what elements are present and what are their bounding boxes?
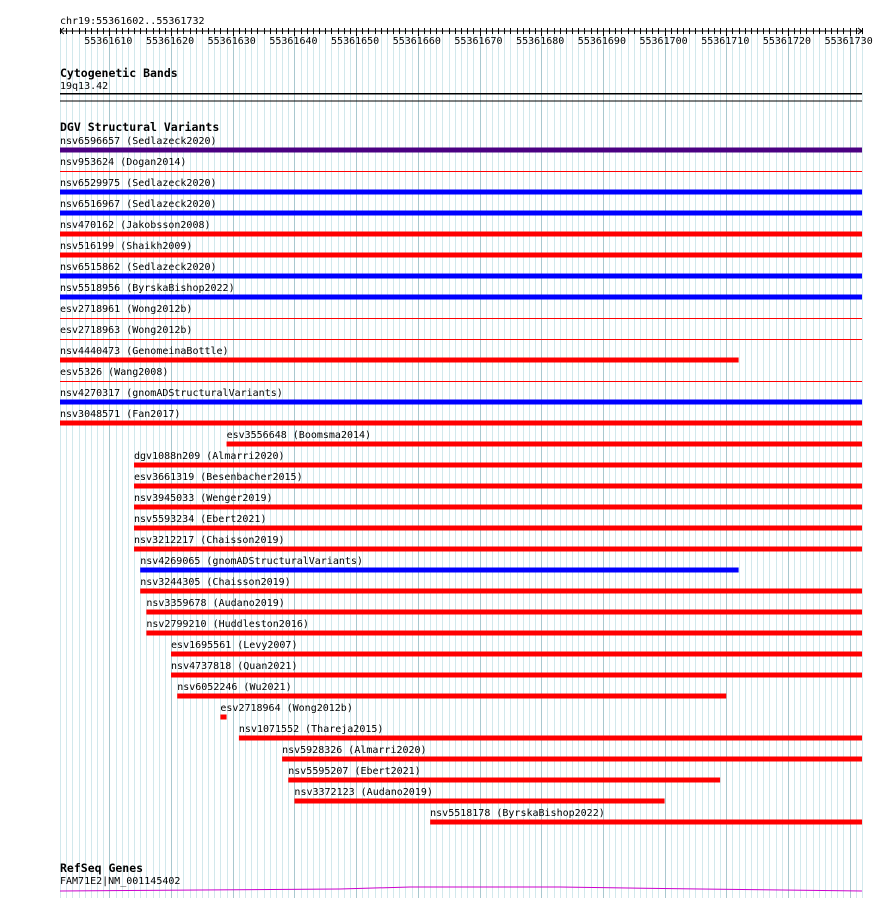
dgv-variant-bar[interactable] <box>239 736 862 741</box>
ruler-tick-label: 55361710 <box>701 36 750 47</box>
ruler-tick-label: 55361670 <box>454 36 503 47</box>
dgv-variant-bar[interactable] <box>134 484 862 489</box>
dgv-variant-bar[interactable] <box>146 610 862 615</box>
dgv-variant-label[interactable]: nsv516199 (Shaikh2009) <box>60 241 193 252</box>
dgv-variant[interactable] <box>140 556 738 573</box>
dgv-variant-bar[interactable] <box>220 715 226 720</box>
dgv-variant-bar[interactable] <box>134 547 862 552</box>
ruler-tick-label: 55361630 <box>207 36 256 47</box>
dgv-variant-label[interactable]: nsv3212217 (Chaisson2019) <box>134 535 285 546</box>
dgv-variant-label[interactable]: nsv6596657 (Sedlazeck2020) <box>60 136 217 147</box>
dgv-variant-label[interactable]: esv3556648 (Boomsma2014) <box>226 430 372 441</box>
dgv-variant-bar[interactable] <box>60 211 862 216</box>
dgv-variant-label[interactable]: esv3661319 (Besenbacher2015) <box>134 472 303 483</box>
cytoband-track-title[interactable]: Cytogenetic Bands <box>60 66 178 80</box>
dgv-variant-label[interactable]: nsv1071552 (Thareja2015) <box>238 724 384 735</box>
ruler-range-label: chr19:55361602..55361732 <box>60 16 205 27</box>
dgv-variant-label[interactable]: nsv5928326 (Almarri2020) <box>282 745 427 756</box>
ruler-tick-label: 55361730 <box>824 36 873 47</box>
dgv-variant-bar[interactable] <box>60 421 862 426</box>
dgv-variant[interactable] <box>171 640 862 657</box>
dgv-variant[interactable] <box>220 703 352 720</box>
dgv-variant-bar[interactable] <box>171 673 862 678</box>
ruler-tick-label: 55361610 <box>84 36 133 47</box>
dgv-variant-bar[interactable] <box>60 295 862 300</box>
refseq-track-title[interactable]: RefSeq Genes <box>60 861 144 875</box>
dgv-variant-bar[interactable] <box>227 442 862 447</box>
dgv-variant-label[interactable]: nsv953624 (Dogan2014) <box>60 157 187 168</box>
dgv-variant[interactable] <box>239 724 862 741</box>
dgv-variant-bar[interactable] <box>60 400 862 405</box>
dgv-variant-label[interactable]: nsv4737818 (Quan2021) <box>171 661 298 672</box>
ruler-tick-label: 55361700 <box>639 36 688 47</box>
dgv-variant-label[interactable]: nsv6516967 (Sedlazeck2020) <box>60 199 217 210</box>
dgv-variant-label[interactable]: nsv3372123 (Audano2019) <box>294 787 433 798</box>
dgv-variant-bar[interactable] <box>60 253 862 258</box>
dgv-variant-bar[interactable] <box>177 694 726 699</box>
dgv-variant-label[interactable]: nsv5593234 (Ebert2021) <box>134 514 267 525</box>
dgv-variant-label[interactable]: nsv4269065 (gnomADStructuralVariants) <box>140 556 363 567</box>
dgv-variant-label[interactable]: nsv3359678 (Audano2019) <box>146 598 285 609</box>
dgv-variant-label[interactable]: esv5326 (Wang2008) <box>60 367 169 378</box>
dgv-variant-bar[interactable] <box>294 799 664 804</box>
dgv-variant-bar[interactable] <box>140 589 862 594</box>
dgv-variant-label[interactable]: dgv1088n209 (Almarri2020) <box>134 451 285 462</box>
dgv-variant-bar[interactable] <box>60 148 862 153</box>
dgv-variant-label[interactable]: esv2718964 (Wong2012b) <box>220 703 353 714</box>
refseq-gene-label[interactable]: FAM71E2|NM_001145402 <box>60 876 181 887</box>
dgv-variant[interactable] <box>140 577 862 594</box>
dgv-variant-bar[interactable] <box>430 820 862 825</box>
dgv-variant-label[interactable]: nsv6052246 (Wu2021) <box>177 682 292 693</box>
dgv-variant-label[interactable]: nsv5518956 (ByrskaBishop2022) <box>60 283 235 294</box>
dgv-variant-bar[interactable] <box>60 190 862 195</box>
dgv-variant-label[interactable]: esv1695561 (Levy2007) <box>171 640 298 651</box>
dgv-variant-bar[interactable] <box>140 568 738 573</box>
dgv-variant-label[interactable]: nsv4440473 (GenomeinaBottle) <box>60 346 229 357</box>
dgv-variant-label[interactable]: nsv5518178 (ByrskaBishop2022) <box>430 808 605 819</box>
dgv-variant-bar[interactable] <box>288 778 720 783</box>
ruler-tick-label: 55361620 <box>145 36 195 47</box>
dgv-variant-bar[interactable] <box>171 652 862 657</box>
dgv-variant-bar[interactable] <box>134 505 862 510</box>
dgv-variant-label[interactable]: nsv3048571 (Fan2017) <box>60 409 181 420</box>
coordinate-ruler <box>60 16 873 47</box>
ruler-tick-label: 55361650 <box>331 36 380 47</box>
dgv-variant-label[interactable]: nsv3244305 (Chaisson2019) <box>140 577 291 588</box>
dgv-variant-bar[interactable] <box>146 631 862 636</box>
dgv-variant[interactable] <box>227 430 862 447</box>
dgv-variant[interactable] <box>171 661 862 678</box>
dgv-variant-label[interactable]: nsv2799210 (Huddleston2016) <box>146 619 309 630</box>
dgv-variant-label[interactable]: nsv470162 (Jakobsson2008) <box>60 220 211 231</box>
dgv-variant-bar[interactable] <box>134 526 862 531</box>
dgv-variant-bar[interactable] <box>60 358 739 363</box>
cytoband-label: 19q13.42 <box>60 81 109 92</box>
dgv-variant-label[interactable]: nsv5595207 (Ebert2021) <box>288 766 421 777</box>
ruler-tick-label: 55361720 <box>762 36 812 47</box>
dgv-variant-label[interactable]: esv2718961 (Wong2012b) <box>60 304 193 315</box>
dgv-variant-label[interactable]: esv2718963 (Wong2012b) <box>60 325 193 336</box>
dgv-variant-label[interactable]: nsv4270317 (gnomADStructuralVariants) <box>60 388 283 399</box>
ruler-tick-label: 55361680 <box>516 36 565 47</box>
cytoband-bar[interactable] <box>60 93 862 95</box>
ruler-tick-label: 55361690 <box>577 36 626 47</box>
dgv-variant-label[interactable]: nsv3945033 (Wenger2019) <box>134 493 273 504</box>
ruler-tick-label: 55361640 <box>269 36 318 47</box>
dgv-variant-bar[interactable] <box>282 757 862 762</box>
dgv-variant-bar[interactable] <box>60 274 862 279</box>
dgv-variant-label[interactable]: nsv6529975 (Sedlazeck2020) <box>60 178 217 189</box>
ruler-tick-label: 55361660 <box>392 36 441 47</box>
dgv-variant-label[interactable]: nsv6515862 (Sedlazeck2020) <box>60 262 217 273</box>
dgv-variant[interactable] <box>177 682 726 699</box>
dgv-track-title[interactable]: DGV Structural Variants <box>60 120 220 134</box>
dgv-variant-bar[interactable] <box>134 463 862 468</box>
dgv-variant-bar[interactable] <box>60 232 862 237</box>
